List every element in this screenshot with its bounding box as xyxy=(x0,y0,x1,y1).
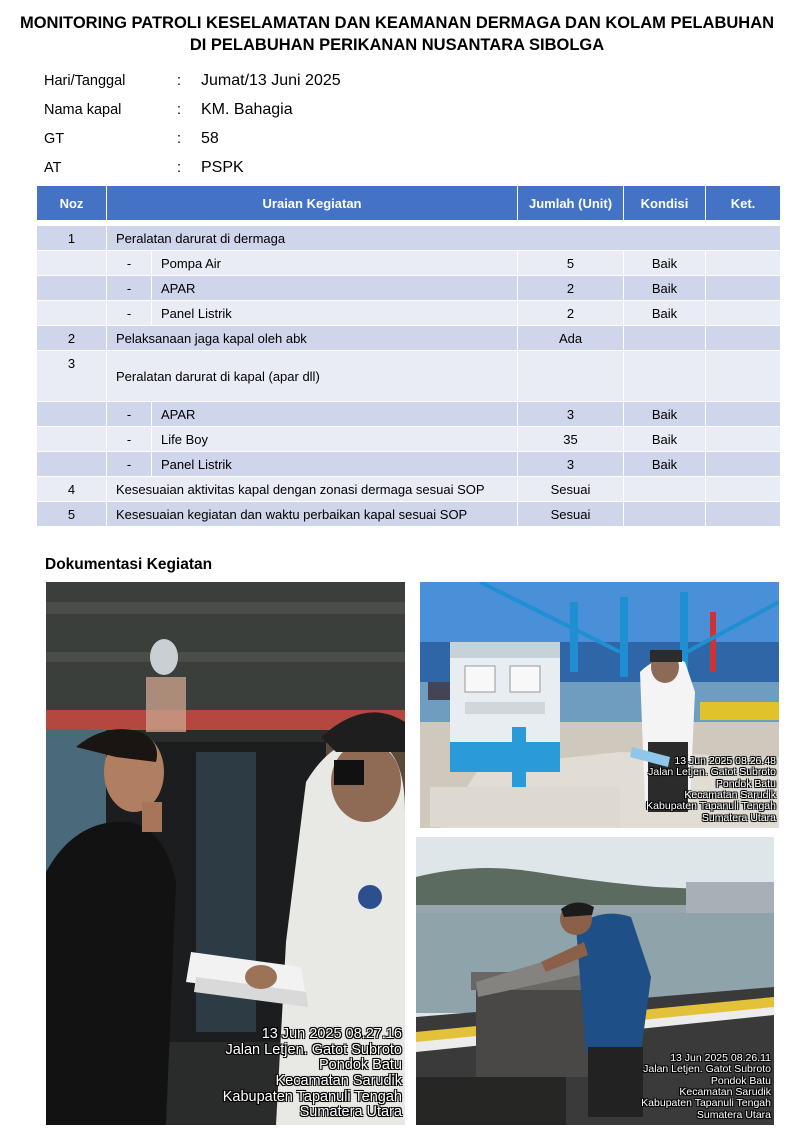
cell-no xyxy=(37,452,107,477)
cell-kondisi: Baik xyxy=(624,301,706,326)
cell-kondisi xyxy=(624,326,706,351)
cell-item: APAR xyxy=(152,276,518,301)
info-value: Jumat/13 Juni 2025 xyxy=(201,71,341,89)
info-colon: : xyxy=(177,72,182,89)
cell-kondisi xyxy=(624,477,706,502)
cell-no xyxy=(37,301,107,326)
info-label: GT xyxy=(44,130,65,147)
cell-uraian: Peralatan darurat di dermaga xyxy=(107,226,781,251)
header-ket: Ket. xyxy=(706,186,781,221)
cell-jumlah: 5 xyxy=(518,251,624,276)
stamp-line: Pondok Batu xyxy=(710,1074,771,1087)
cell-jumlah: Ada xyxy=(518,326,624,351)
table-row xyxy=(37,351,781,402)
table-row xyxy=(37,251,781,276)
cell-ket xyxy=(706,502,781,527)
cell-no xyxy=(37,402,107,427)
cell-item: Panel Listrik xyxy=(152,301,518,326)
header-jumlah: Jumlah (Unit) xyxy=(518,186,624,221)
info-value: KM. Bahagia xyxy=(201,100,293,118)
stamp-line: 13 Jun 2025 08.26.48 xyxy=(674,755,776,768)
photo-inspection-ship xyxy=(46,582,405,1125)
cell-jumlah xyxy=(518,351,624,402)
cell-uraian: Pelaksanaan jaga kapal oleh abk xyxy=(107,326,518,351)
stamp-line: Sumatera Utara xyxy=(299,1104,402,1121)
title-line-2: DI PELABUHAN PERIKANAN NUSANTARA SIBOLGA xyxy=(189,36,605,54)
cell-item: Life Boy xyxy=(152,427,518,452)
info-row-gt xyxy=(44,124,341,153)
stamp-line: Pondok Batu xyxy=(715,777,776,790)
stamp-line: Kabupaten Tapanuli Tengah xyxy=(641,1097,771,1110)
stamp-line: Jalan Letjen. Gatot Subroto xyxy=(225,1041,402,1058)
table-row xyxy=(37,226,781,251)
photo-2-timestamp xyxy=(646,756,776,824)
info-label: Nama kapal xyxy=(44,101,122,118)
cell-ket xyxy=(706,477,781,502)
info-colon: : xyxy=(177,101,182,118)
table-row xyxy=(37,452,781,477)
info-value: 58 xyxy=(201,129,219,147)
cell-dash: - xyxy=(107,402,152,427)
photo-1-timestamp xyxy=(223,1027,402,1121)
cell-jumlah: 2 xyxy=(518,301,624,326)
stamp-line: Kabupaten Tapanuli Tengah xyxy=(646,800,776,813)
cell-dash: - xyxy=(107,452,152,477)
info-value: PSPK xyxy=(201,158,244,176)
page-title xyxy=(0,12,794,56)
cell-no: 1 xyxy=(37,226,107,251)
stamp-line: Pondok Batu xyxy=(318,1057,402,1074)
stamp-line: Kabupaten Tapanuli Tengah xyxy=(222,1088,402,1105)
stamp-line: Kecamatan Sarudik xyxy=(684,789,776,802)
table-row xyxy=(37,427,781,452)
activity-table xyxy=(36,185,781,527)
cell-uraian: Kesesuaian kegiatan dan waktu perbaikan kapal sesuai SOP xyxy=(107,502,518,527)
cell-item: Pompa Air xyxy=(152,251,518,276)
info-colon: : xyxy=(177,130,182,147)
cell-kondisi: Baik xyxy=(624,276,706,301)
cell-ket xyxy=(706,276,781,301)
cell-uraian: Kesesuaian aktivitas kapal dengan zonasi dermaga sesuai SOP xyxy=(107,477,518,502)
cell-no xyxy=(37,427,107,452)
cell-jumlah: Sesuai xyxy=(518,502,624,527)
cell-ket xyxy=(706,402,781,427)
info-colon: : xyxy=(177,159,182,176)
cell-kondisi: Baik xyxy=(624,452,706,477)
cell-item: Panel Listrik xyxy=(152,452,518,477)
header-uraian: Uraian Kegiatan xyxy=(107,186,518,221)
stamp-line: Kecamatan Sarudik xyxy=(275,1073,402,1090)
photo-dock-inspection xyxy=(416,837,774,1125)
cell-jumlah: 35 xyxy=(518,427,624,452)
cell-jumlah: 3 xyxy=(518,452,624,477)
info-label: Hari/Tanggal xyxy=(44,72,126,89)
stamp-line: Jalan Letjen. Gatot Subroto xyxy=(648,766,776,779)
cell-uraian: Peralatan darurat di kapal (apar dll) xyxy=(107,351,518,402)
cell-jumlah: Sesuai xyxy=(518,477,624,502)
table-header-row xyxy=(37,186,781,221)
cell-ket xyxy=(706,301,781,326)
cell-no: 5 xyxy=(37,502,107,527)
cell-no: 4 xyxy=(37,477,107,502)
cell-kondisi xyxy=(624,351,706,402)
cell-dash: - xyxy=(107,251,152,276)
cell-no xyxy=(37,251,107,276)
header-no: Noz xyxy=(37,186,107,221)
cell-kondisi: Baik xyxy=(624,251,706,276)
stamp-line: Jalan Letjen. Gatot Subroto xyxy=(643,1063,771,1076)
cell-ket xyxy=(706,326,781,351)
info-row-at xyxy=(44,153,341,182)
cell-dash: - xyxy=(107,301,152,326)
cell-dash: - xyxy=(107,276,152,301)
info-label: AT xyxy=(44,159,62,176)
table-row xyxy=(37,326,781,351)
stamp-line: Sumatera Utara xyxy=(696,1108,771,1121)
cell-ket xyxy=(706,251,781,276)
cell-item: APAR xyxy=(152,402,518,427)
cell-ket xyxy=(706,427,781,452)
photo-panel-listrik xyxy=(420,582,779,828)
cell-kondisi: Baik xyxy=(624,427,706,452)
stamp-line: 13 Jun 2025 08.26.11 xyxy=(670,1052,771,1065)
documentation-title: Dokumentasi Kegiatan xyxy=(45,556,213,573)
cell-no xyxy=(37,276,107,301)
table-row xyxy=(37,477,781,502)
cell-kondisi xyxy=(624,502,706,527)
table-row xyxy=(37,502,781,527)
cell-kondisi: Baik xyxy=(624,402,706,427)
header-kondisi: Kondisi xyxy=(624,186,706,221)
cell-no: 3 xyxy=(37,351,107,402)
cell-ket xyxy=(706,452,781,477)
info-row-ship xyxy=(44,95,341,124)
stamp-line: Kecamatan Sarudik xyxy=(679,1086,771,1099)
cell-dash: - xyxy=(107,427,152,452)
info-block xyxy=(44,66,341,182)
table-row xyxy=(37,276,781,301)
cell-ket xyxy=(706,351,781,402)
photo-3-timestamp xyxy=(641,1053,771,1121)
stamp-line: Sumatera Utara xyxy=(701,811,776,824)
title-line-1: MONITORING PATROLI KESELAMATAN DAN KEAMANAN DERMAGA DAN KOLAM PELABUHAN xyxy=(19,14,775,32)
cell-jumlah: 3 xyxy=(518,402,624,427)
table-row xyxy=(37,402,781,427)
cell-no: 2 xyxy=(37,326,107,351)
cell-jumlah: 2 xyxy=(518,276,624,301)
stamp-line: 13 Jun 2025 08.27.16 xyxy=(261,1026,402,1043)
info-row-date xyxy=(44,66,341,95)
table-row xyxy=(37,301,781,326)
